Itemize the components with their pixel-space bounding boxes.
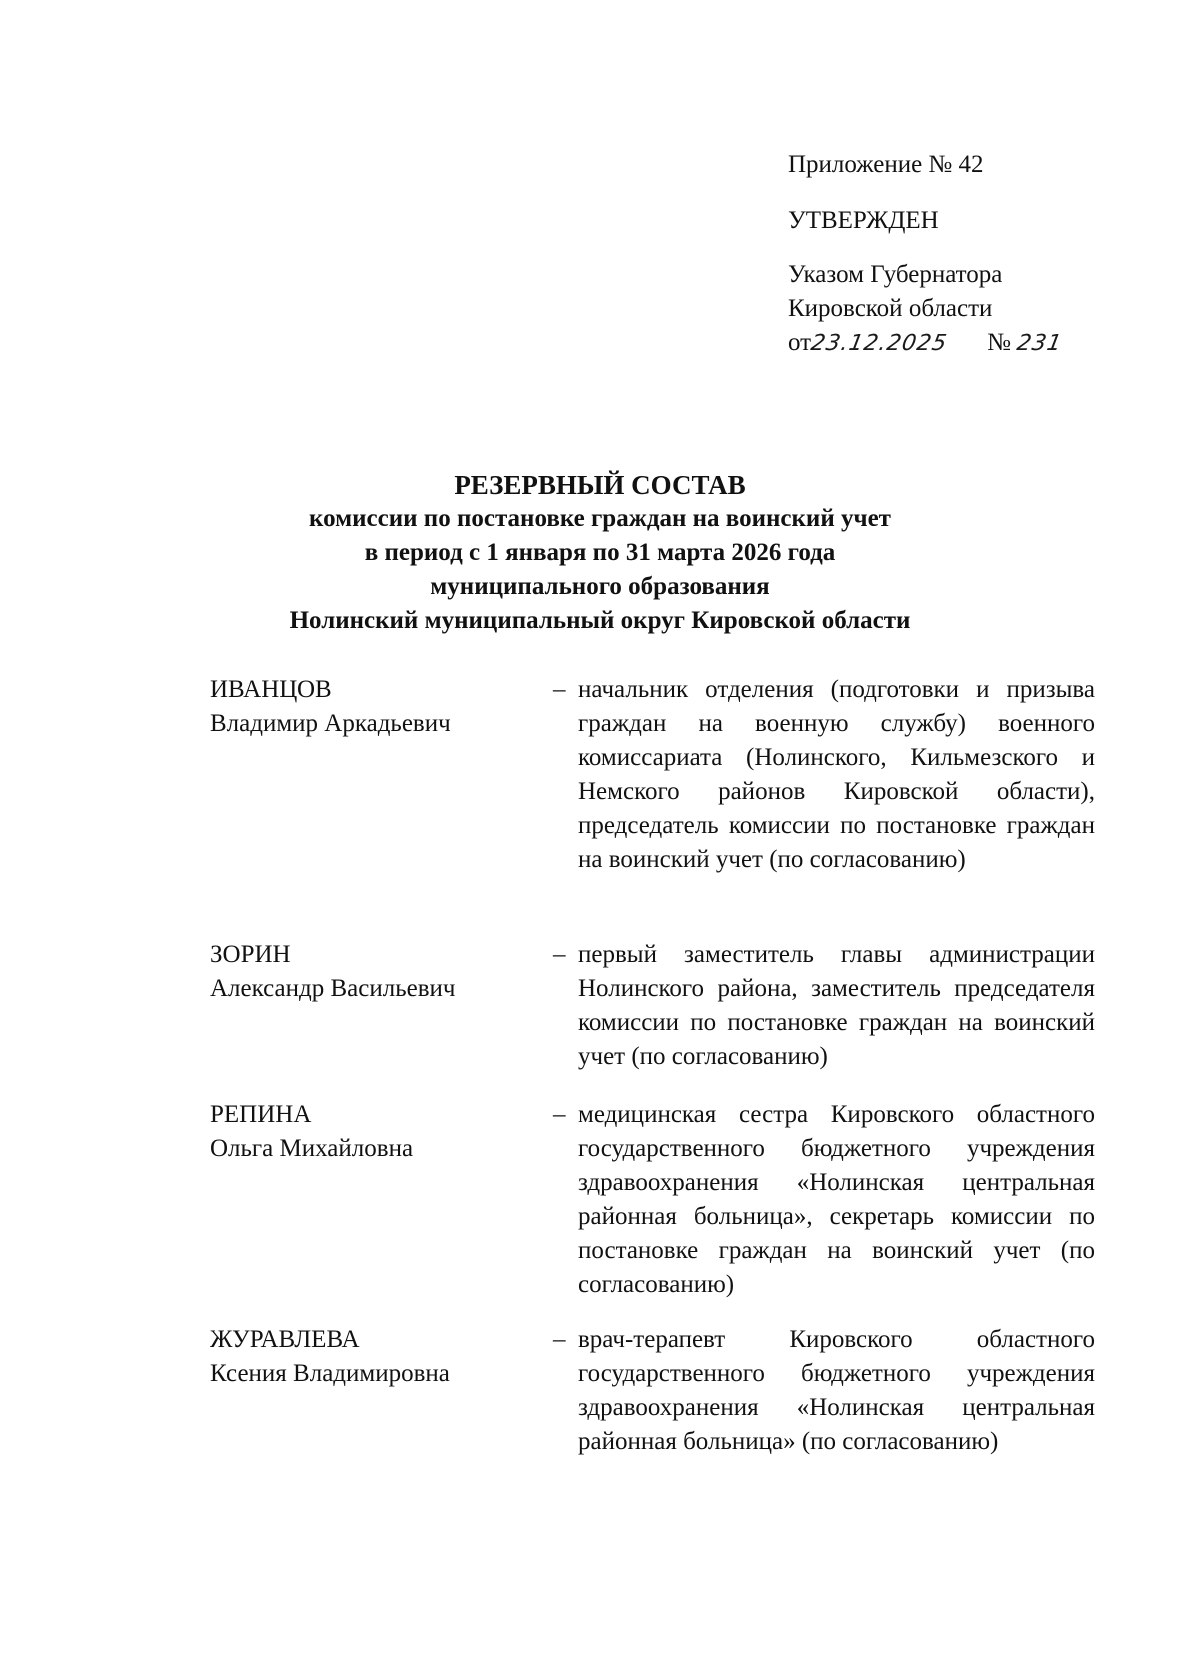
member-given-names: Ольга Михайловна xyxy=(210,1135,414,1162)
decree-line-2: Кировской области xyxy=(788,295,993,322)
member-name xyxy=(210,673,530,741)
title-line-1: комиссии по постановке граждан на воинский учет xyxy=(309,505,891,532)
member-given-names: Александр Васильевич xyxy=(210,975,456,1002)
member-surname: ЖУРАВЛЕВА xyxy=(210,1326,360,1353)
handwritten-number: 231 xyxy=(1015,331,1065,356)
member-description: медицинская сестра Кировского областного государственного бюджетного учреждения здравоохранения «Нолинская центральная районная больница», секретарь комиссии по постановке граждан на воинский учет (по согласованию) xyxy=(578,1101,1095,1298)
member-entry xyxy=(210,1098,1095,1323)
document-title xyxy=(0,468,1200,638)
member-entry xyxy=(210,673,1095,938)
member-name xyxy=(210,938,530,1006)
member-dash: – xyxy=(553,1101,566,1128)
appendix-number: Приложение № 42 xyxy=(788,151,984,178)
member-dash: – xyxy=(553,941,566,968)
title-line-3: муниципального образования xyxy=(430,573,770,600)
member-description: начальник отделения (подготовки и призыва граждан на военную службу) военного комиссариата (Нолинского, Кильмезского и Немского районов Кировской области), председатель комиссии по постановке граждан на воинский учет (по согласованию) xyxy=(578,676,1095,873)
member-dash: – xyxy=(553,1326,566,1353)
members-list xyxy=(210,673,1095,1463)
title-main: РЕЗЕРВНЫЙ СОСТАВ xyxy=(454,470,746,500)
approval-block xyxy=(788,148,1065,361)
handwritten-date: 23.12.2025 xyxy=(808,331,950,356)
member-given-names: Ксения Владимировна xyxy=(210,1360,450,1387)
title-line-2: в период с 1 января по 31 марта 2026 года xyxy=(364,539,836,566)
approved-label: УТВЕРЖДЕН xyxy=(788,207,939,234)
member-surname: ЗОРИН xyxy=(210,941,291,968)
decree-line-1: Указом Губернатора xyxy=(788,261,1003,288)
member-given-names: Владимир Аркадьевич xyxy=(210,710,451,737)
title-line-4: Нолинский муниципальный округ Кировской области xyxy=(289,607,911,634)
number-prefix: № xyxy=(987,329,1011,356)
member-entry xyxy=(210,938,1095,1098)
member-name xyxy=(210,1098,530,1166)
decree-date-line xyxy=(788,326,1065,361)
member-surname: РЕПИНА xyxy=(210,1101,312,1128)
member-name xyxy=(210,1323,530,1391)
member-dash: – xyxy=(553,676,566,703)
member-entry xyxy=(210,1323,1095,1463)
member-surname: ИВАНЦОВ xyxy=(210,676,332,703)
member-description: врач-терапевт Кировского областного государственного бюджетного учреждения здравоохранения «Нолинская центральная районная больница» (по согласованию) xyxy=(578,1326,1095,1455)
date-prefix: от xyxy=(788,329,812,356)
member-description: первый заместитель главы администрации Нолинского района, заместитель председателя комиссии по постановке граждан на воинский учет (по согласованию) xyxy=(578,941,1095,1070)
